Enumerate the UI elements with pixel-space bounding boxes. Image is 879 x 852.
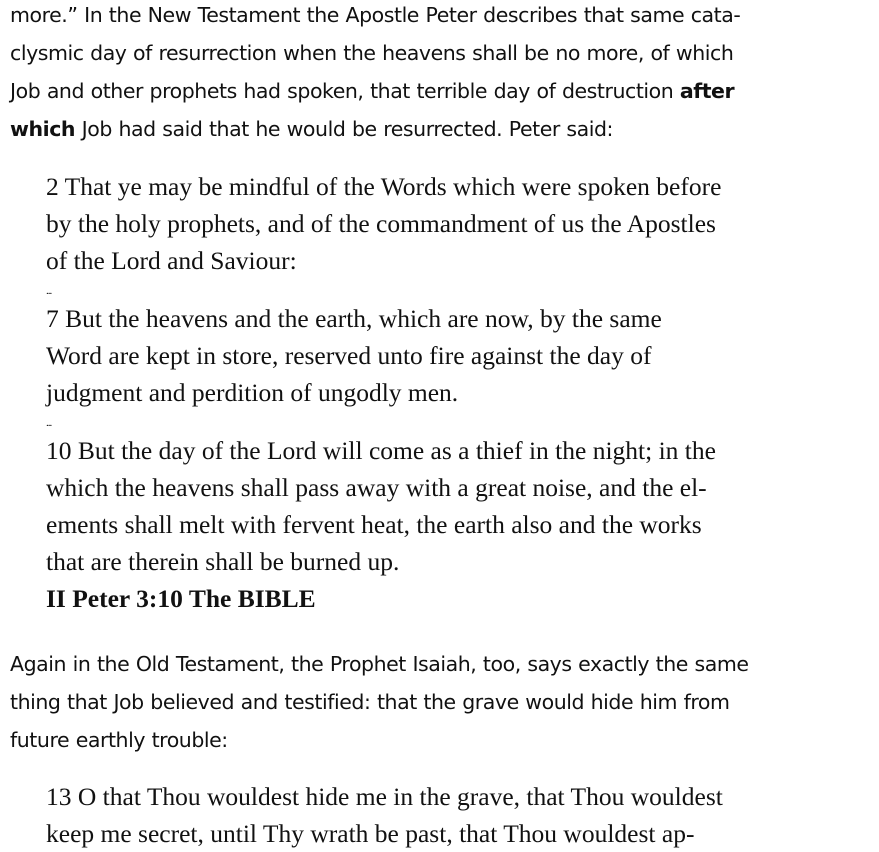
verse-line: that are therein shall be burned up. bbox=[46, 547, 400, 576]
text-line: future earthly trouble: bbox=[10, 728, 228, 752]
verse-line: Word are kept in store, reserved unto fire against the day of bbox=[46, 341, 652, 370]
scripture-quote-verse-13 bbox=[46, 778, 846, 852]
verse-line: judgment and perdition of ungodly men. bbox=[46, 378, 459, 407]
verse-line: 10 But the day of the Lord will come as a thief in the night; in the bbox=[46, 436, 716, 465]
verse-line: by the holy prophets, and of the commandment of us the Apostles bbox=[46, 209, 716, 238]
verse-line: of the Lord and Saviour: bbox=[46, 246, 297, 275]
scripture-quote-verse-2 bbox=[46, 168, 846, 279]
verse-line: 2 That ye may be mindful of the Words which were spoken before bbox=[46, 172, 722, 201]
verse-line: keep me secret, until Thy wrath be past, that Thou wouldest ap- bbox=[46, 819, 695, 848]
text-run: Job had said that he would be resurrected. Peter said: bbox=[75, 117, 614, 141]
text-run: Job and other prophets had spoken, that terrible day of destruction bbox=[10, 79, 680, 103]
text-line: Again in the Old Testament, the Prophet Isaiah, too, says exactly the same bbox=[10, 652, 749, 676]
verse-line: ements shall melt with fervent heat, the earth also and the works bbox=[46, 510, 702, 539]
text-line: clysmic day of resurrection when the heavens shall be no more, of which bbox=[10, 41, 734, 65]
scripture-citation: II Peter 3:10 The BIBLE bbox=[46, 584, 316, 613]
paragraph-peter-intro bbox=[10, 0, 858, 148]
text-line: thing that Job believed and testified: that the grave would hide him from bbox=[10, 690, 730, 714]
ellipsis-separator: ... bbox=[46, 285, 52, 297]
text-line bbox=[10, 110, 858, 148]
verse-line: which the heavens shall pass away with a great noise, and the el- bbox=[46, 473, 707, 502]
bold-text: which bbox=[10, 117, 76, 141]
bold-text: after bbox=[679, 79, 735, 103]
scripture-quote-verse-7 bbox=[46, 300, 846, 411]
scripture-quote-verse-10 bbox=[46, 432, 846, 617]
ellipsis-separator: ... bbox=[46, 417, 52, 429]
verse-line: 13 O that Thou wouldest hide me in the grave, that Thou wouldest bbox=[46, 782, 723, 811]
verse-line: 7 But the heavens and the earth, which are now, by the same bbox=[46, 304, 662, 333]
text-line bbox=[10, 72, 858, 110]
text-line: more.” In the New Testament the Apostle Peter describes that same cata- bbox=[10, 3, 741, 27]
paragraph-isaiah-intro bbox=[10, 645, 858, 759]
